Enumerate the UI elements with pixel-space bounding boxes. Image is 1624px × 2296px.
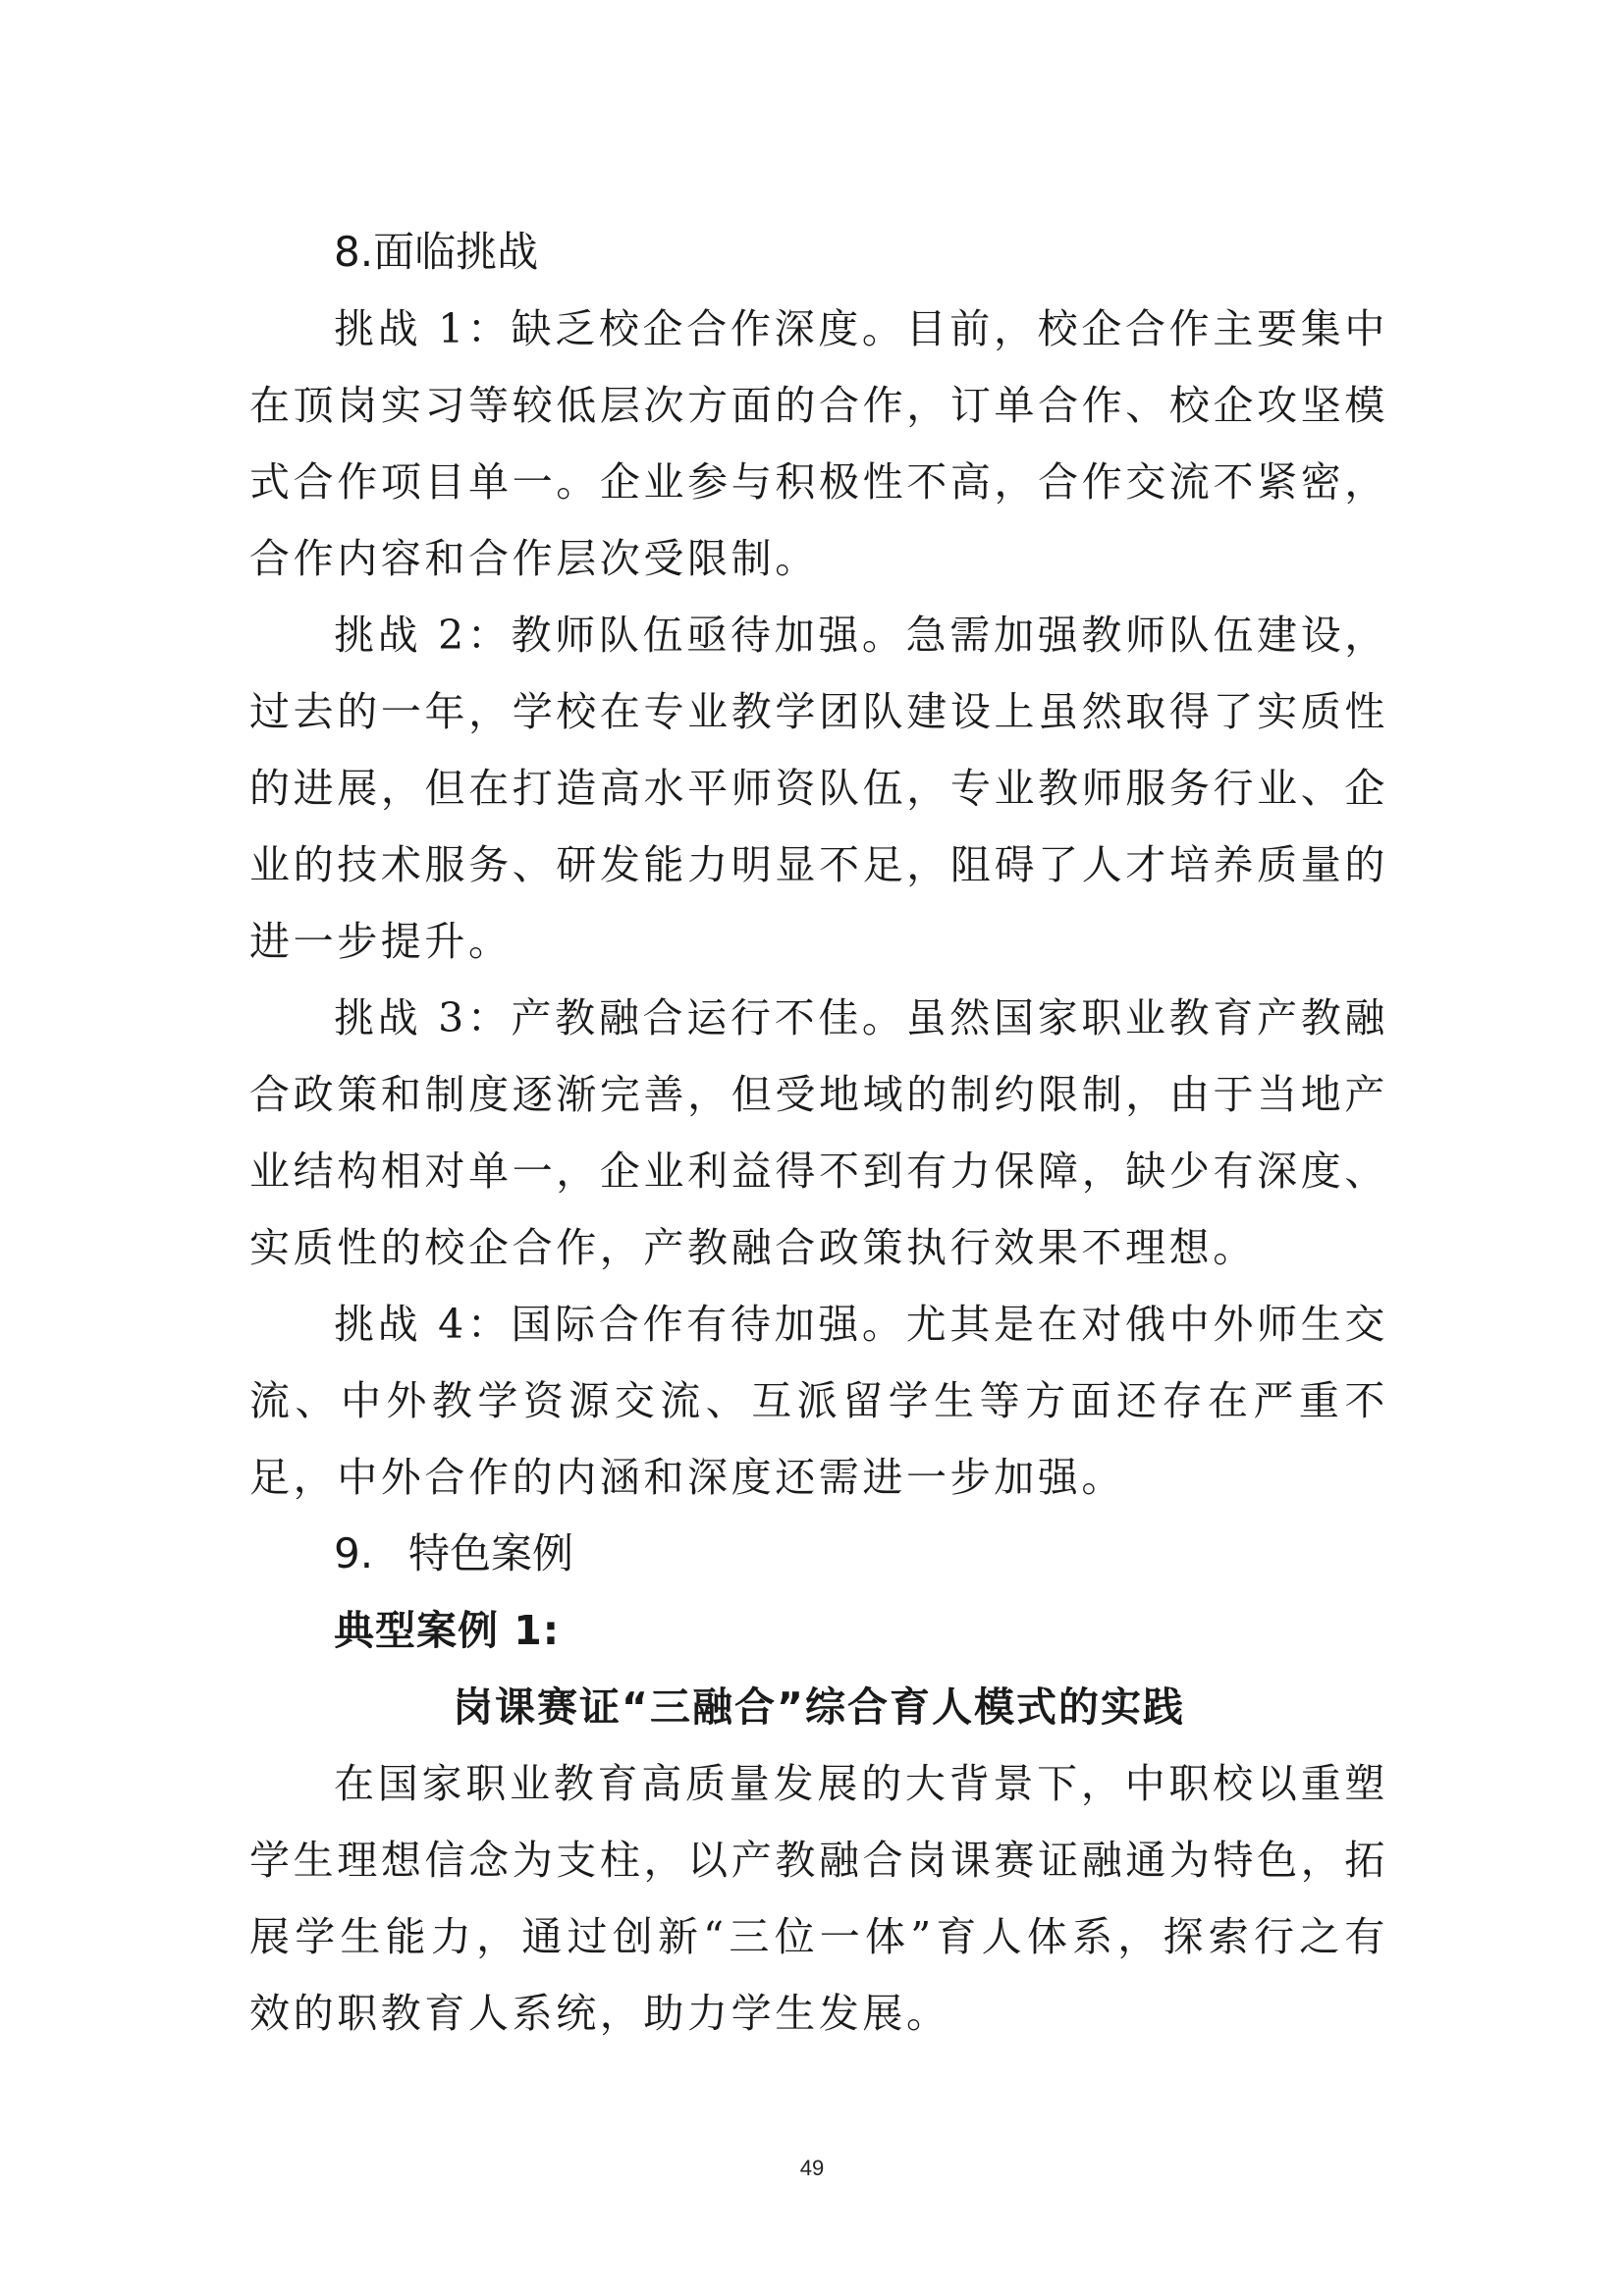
challenge-1-paragraph: 挑战 1：缺乏校企合作深度。目前，校企合作主要集中在顶岗实习等较低层次方面的合作，订单合作、校企攻坚模式合作项目单一。企业参与积极性不高，合作交流不紧密，合作内容和合作层次受限制。 — [249, 305, 1388, 582]
section-9-title: 特色案例 — [408, 1529, 574, 1577]
case-1-body: 在国家职业教育高质量发展的大背景下，中职校以重塑学生理想信念为支柱，以产教融合岗课赛证融通为特色，拓展学生能力，通过创新“三位一体”育人体系，探索行之有效的职教育人系统，助力学生发展。 — [249, 1760, 1388, 2037]
section-9-number: 9. — [334, 1529, 374, 1577]
case-1-label: 典型案例 1: — [334, 1607, 561, 1654]
section-9-heading — [249, 1516, 1388, 1592]
section-8-heading — [249, 214, 1388, 291]
challenge-4-paragraph: 挑战 4：国际合作有待加强。尤其是在对俄中外师生交流、中外教学资源交流、互派留学生等方面还存在严重不足，中外合作的内涵和深度还需进一步加强。 — [249, 1301, 1388, 1501]
page-content — [249, 214, 1388, 2052]
case-1-title: 岗课赛证“三融合”综合育人模式的实践 — [453, 1683, 1185, 1731]
page-number: 49 — [799, 2156, 825, 2180]
challenge-3-paragraph: 挑战 3：产教融合运行不佳。虽然国家职业教育产教融合政策和制度逐渐完善，但受地域的制约限制，由于当地产业结构相对单一，企业利益得不到有力保障，缺少有深度、实质性的校企合作，产教融合政策执行效果不理想。 — [249, 994, 1388, 1271]
section-8-number: 8. — [334, 228, 374, 276]
challenge-2-paragraph: 挑战 2：教师队伍亟待加强。急需加强教师队伍建设，过去的一年，学校在专业教学团队建设上虽然取得了实质性的进展，但在打造高水平师资队伍，专业教师服务行业、企业的技术服务、研发能力明显不足，阻碍了人才培养质量的进一步提升。 — [249, 612, 1388, 965]
section-8-title: 面临挑战 — [373, 228, 539, 276]
